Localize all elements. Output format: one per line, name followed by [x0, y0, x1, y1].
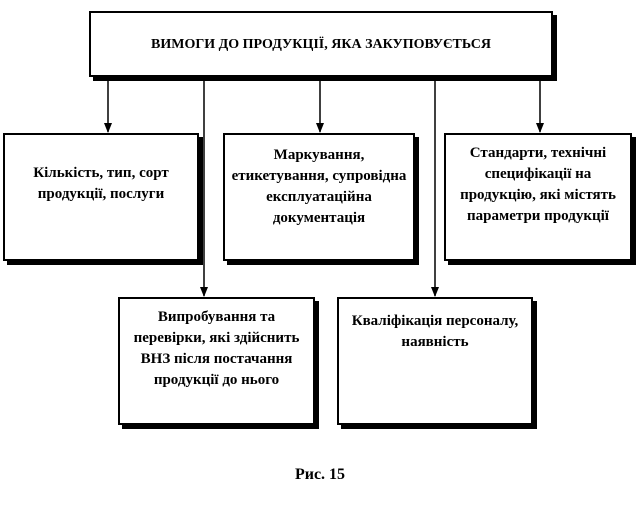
standards-specifications-box	[444, 133, 632, 261]
standards-specifications-label: Стандарти, технічні специфікації на продукцію, які містять параметри продукції	[460, 145, 616, 224]
testing-inspection-box	[118, 297, 315, 425]
product-requirements-box	[89, 11, 553, 77]
staff-qualification-label: Кваліфікація персоналу, наявність	[351, 313, 519, 350]
marking-labeling-label: Маркування, етикетування, супровідна експлуатаційна документація	[231, 147, 407, 226]
staff-qualification-box	[337, 297, 533, 425]
product-requirements-title: ВИМОГИ ДО ПРОДУКЦІЇ, ЯКА ЗАКУПОВУЄТЬСЯ	[151, 36, 491, 52]
figure-caption: Рис. 15	[294, 466, 346, 483]
quantity-type-grade-label: Кількість, тип, сорт продукції, послуги	[33, 165, 169, 202]
marking-labeling-box	[223, 133, 415, 261]
testing-inspection-label: Випробування та перевірки, які здійснить ВНЗ після постачання продукції до нього	[133, 309, 300, 388]
quantity-type-grade-box	[3, 133, 199, 261]
